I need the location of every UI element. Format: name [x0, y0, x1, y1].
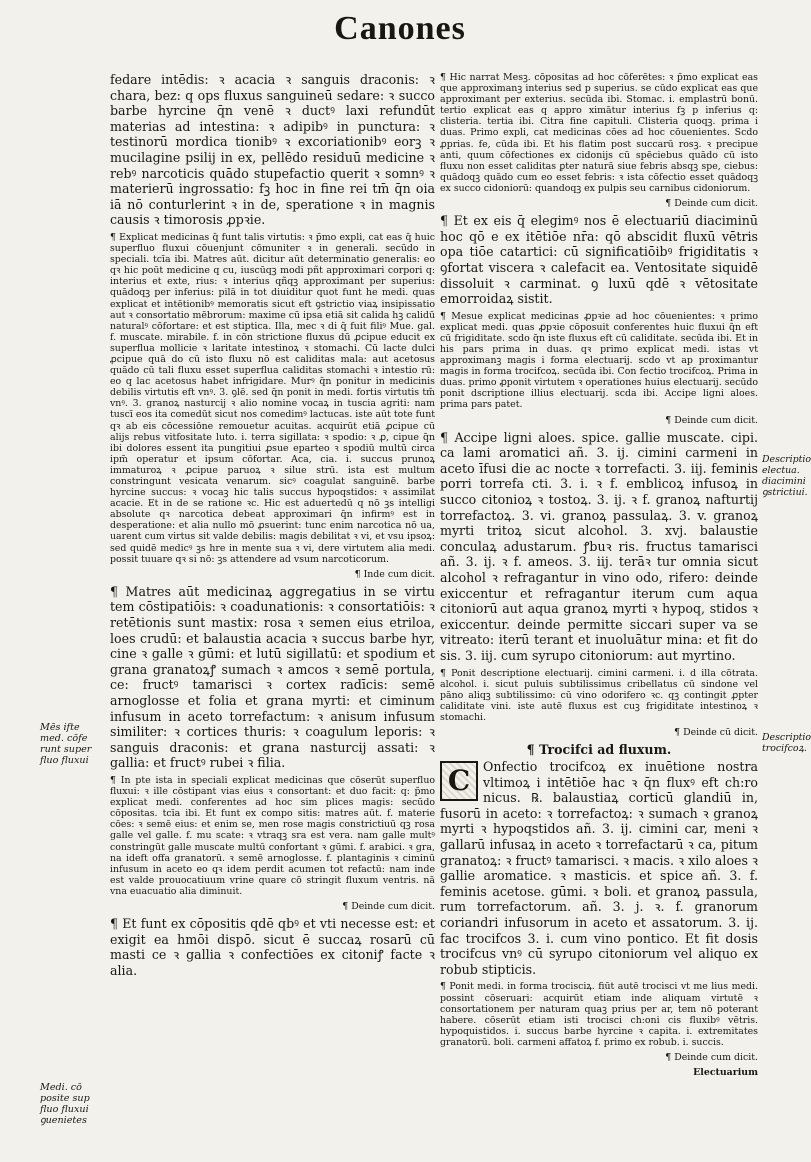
page-title: Canones — [334, 10, 466, 47]
commentary-paragraph: ¶ In pte ista in speciali explicat medicinas que cōserūt superfluo fluxui: ꝛ ille cōstipant vias eius ꝛ consortant: et duo facit: q: p̄mo explicat medi. conferentes ad hoc sim plices magis: secūdo cōpositas. tcīa ibi. Et funt ex compo sitis: matres aūt. f. materie cōes: ꝛ semē eius: et enim se, men rose magis constrictiuū qꝫ rosa galle vel galle. f. mu scate: ꝛ vtraqꝫ sra est vera. nam galle multꝰ constringūt galle muscate multū confortant ꝛ gūmi. f. arabici. ꝛ gra, na ideft offa granatorū. ꝛ semē arnoglosse. f. plantaginis ꝛ ciminū infusum in aceto eo qꝛ idem perdit acumen tot refactū: nam inde est valde prouocatiuum vrine quare cō stringit fluxum ventris. nā vna euacuatio alia diminuit. — [110, 774, 435, 897]
margin-note-left-2: Medi. cō posite sup fluo fluxui ꝯuenietes — [40, 1082, 90, 1126]
margin-note-left-1: Mēs ifte med. cōfe runt super fluo fluxui — [40, 722, 92, 766]
catchword: Electuarium — [693, 1067, 758, 1079]
text-paragraph: ¶ Et funt ex cōpositis qdē qbꝰ et vti necesse est: et exigit ea hmōi dispō. sicut ē succaꝝ rosarū cū masti ce ꝛ gallia ꝛ confectiōes ex citoniꝭ facte ꝛ alia. — [110, 916, 435, 978]
right-column — [440, 72, 758, 1132]
commentary-paragraph: ¶ Ponit descriptione electuarij. cimini carmeni. i. d illa cōtrata. alcohol. i. sicut puluis subtilissimus cribellatus cū sindone vel pāno aliqꝫ subtilissimo: cū vino odorifero ꝛc. qꝫ contingit ꝓpter caliditate vini. iste autē fluxus est cuꝫ frigiditate intestinoꝝ ꝛ stomachi. — [440, 667, 758, 723]
commentary-transition: ¶ Deinde cum dicit. — [342, 901, 435, 912]
commentary-paragraph: ¶ Hic narrat Mesꝫ. cōpositas ad hoc cōferētes: ꝛ p̄mo explicat eas que approximanꝫ interius sed p superius. se cūdo explicat eas que approximant per exterius. secūda ibi. Stomac. i. emplastrū bonū. tertio explicat eas q appro ximātur interius fꝫ p inferius q: clisteria. tertia ibi. Citra fine capituli. Clisteria quoqꝫ. prima i duas. Primo expli, cat medicinas cōes ad hoc cōuenientes. Scdo ꝓprias. fe, cūda ibi. Et his flatim post succarū rosꝫ. ꝛ precipue anti, quum cōfectiones ex cidonijs cū spēciebus quādo cū isto fluxu non esset caliditas ꝑter naturā siue febris absqꝫ spe, ciebus: quādoqꝫ quādo cum eo esset febris: ꝛ ista cōfectio esset quādoqꝫ ex succo cidoniorū: quandoqꝫ ex pulpis seu carnibus cidoniorum. — [440, 72, 758, 194]
text-paragraph-with-initial — [440, 759, 758, 977]
margin-note-right-1: Descriptio electua. diacimini ꝯstrictiui. — [762, 454, 811, 498]
text-paragraph: ¶ Et ex eis q̄ elegimꝰ nos ē electuariū diaciminū hoc qō e ex itētiōe nr̄a: qō abscidit fluxū vētris opa tiōe catartici: cū significatiōibꝰ frigiditatis ꝛ ꝯfortat viscera ꝛ calefacit ea. Ventositate siquidē dissoluit ꝛ carminat. ꝯ luxū qdē ꝛ vētositate emorroidaꝝ sistit. — [440, 213, 758, 307]
commentary-transition: ¶ Deinde cum dicit. — [665, 1051, 758, 1063]
text-paragraph: ¶ Matres aūt medicinaꝝ aggregatius in se virtu tem cōstipatiōis: ꝛ coadunationis: ꝛ consortatiōis: ꝛ retētionis sunt mastix: rosa ꝛ semen eius etriloa, loes crudū: et balaustia acacia ꝛ succus barbe hyr, cine ꝛ galle ꝛ gūmi: et lutū sigillatū: et spodium et grana granatoꝝꝭ sumach ꝛ amcos ꝛ semē portula, ce: fructꝰ tamarisci ꝛ cortex radīcis: semē arnoglosse et folia et grana myrti: et ciminum infusum in aceto torrefactum: ꝛ anisum infusum similiter: ꝛ cortices thuris: ꝛ coagulum leporis: ꝛ sanguis draconis: et grana nasturcij assati: ꝛ gallia: et fructꝰ rubei ꝛ filia. — [110, 583, 435, 771]
commentary-paragraph: ¶ Explicat medicinas q̄ funt talis virtutis: ꝛ p̄mo expli, cat eas q̄ huic superfluo fluxui cōuenjunt cōmuniter ꝛ in generali. secūdo in speciali. tcīa ibi. Matres aūt. dicitur aūt determinatio generalis: eo qꝛ hic poūt medicine q cu, iuscūqꝫ modi pñt approximari corpori q: interius et exte, rius: ꝛ interius qñqꝫ approximant per superius: quādoqꝫ per inferius: pilā in tot diuiditur quot funt he medi. quas explicat et intētionibꝰ memoratis sicut eft ꝯstrictio viaꝝ insipissatio aut ꝛ consortatio mēbrorum: maxime cū ipsa etiā sit calida hꝫ calidū naturalꝰ cōfortare: et est stiptica. Illa, mec ꝛ di q̄ fuit filiꝰ Mue. gal. f. muscate. mirabile. f. in cōn strictione fluxus dū ꝓcipue educit ex superflua mollicie ꝛ laritate intestinoꝝ ꝛ stomachi. Cū lacte dulci ꝓcipue quā do cū isto fluxu nō est caliditas mala: aut acetosus quādo cū tali fluxu esset superflua caliditas stomachi ꝛ intestio rū: eo q lac acetosus habet infrigidare. Murꝰ q̄n ponitur in medicinis debilis virtutis eft vnꝰ. 3. ꝯlē. sed q̄n ponit in medi. fortis virtutis tm̄ vnꝰ. 3. granoꝝ nasturcij ꝛ alio nomine vocaꝝ in tuscia agriti: nam tuscī eos ita comedūt sicut nos comedimꝰ lactucas. iste aūt tote funt qꝛ ab eis cōcessiōne remouetur acuitas. acquirūt etiā ꝓcipue cū alijs rebus vitfositate luto. i. terra sigillata: ꝛ spodio: ꝛ ꝓ, cipue q̄n ibi dolores essent ita pungitiui ꝓsue eparteo ꝛ spodiū multū circa ipm̄ operatur et ipsum cōfortar. Aca, cia. i. succus prunoꝝ immaturoꝝ ꝛ ꝓcipue paruoꝝ ꝛ silue strū. ista est multum constringunt vesicata venarum. sicꝰ coagulat sanguinē. barbe hyrcine succus: ꝛ vocaꝫ hic talis succus hypoqstidos: ꝛ assimilat acacie. Et in de se ratione ꝛc. Hic est aduertedū q nō ꝫs intelligi absolute qꝛ narcotica debeat approximari q̄n infirmꝰ est in desperatione: et alia nullo mō ꝓsuerint: tunc enim narcotica nō ua, uarent cum virtus sit valde debilis: magis debilitat ꝛ vi, et vsu ipsoꝝ: sed quidē medicꝰ ꝫs hre in mente sua ꝛ vi, dere virtutem alia medi. possit tuuare qꝛ si nō: ꝫs attendere ad vsum narcoticorum. — [110, 231, 435, 565]
section-rubric: ¶ Trocifci ad fluxum. — [526, 742, 672, 758]
commentary-transition: ¶ Deinde cum dicit. — [665, 414, 758, 426]
margin-note-right-2: Descriptio trocifcoꝝ. — [762, 732, 811, 754]
commentary-transition: ¶ Deinde cum dicit. — [665, 198, 758, 210]
commentary-paragraph: ¶ Ponit medi. in forma trocisciꝝ. fiūt autē trocisci vt me lius medi. possint cōseruari: acquirūt etiam inde aliquam virtutē ꝛ consortationem per naturam quaꝫ prius per ar, tem nō poterant habere. cōserūt etiam isti trocisci ch:oni cis fluxibꝰ vētris. hypoquistidos. i. succus barbe hyrcine ꝛ capita. i. extremitates granatorū. boli. carmeni affatoꝝ f. primo ex robub. i. succis. — [440, 981, 758, 1048]
commentary-transition: ¶ Inde cum dicit. — [354, 568, 435, 580]
text-paragraph: fedare intēdis: ꝛ acacia ꝛ sanguis draconis: ꝛ chara, bez: q ops fluxus sanguineū sedare: ꝛ succo barbe hyrcine q̄n venē ꝛ ductꝰ laxi refundūt materias ad intestina: ꝛ adipibꝰ in punctura: ꝛ testinorū mordica tionibꝰ ꝛ excoriationibꝰ eorꝫ ꝛ mucilagine psilij in ex, pellēdo residuū medicine ꝛ rebꝰ narcoticis quādo stupefactio querit ꝛ somnꝰ ꝛ materierū ingrossatio: fꝫ hoc in fine rei tm̄ q̄n oia iā nō conturlerint ꝛ in de, speratione ꝛ in magnis causis ꝛ timorosis ꝓpꝛie. — [110, 72, 435, 228]
commentary-paragraph: ¶ Mesue explicat medicinas ꝓpꝛie ad hoc cōuenientes: ꝛ primo explicat medi. quas ꝓpꝛie cōposuit conferentes huic fluxui q̄n eft cū frigiditate. scdo q̄n iste fluxus eft cū caliditate. secūda ibi. Et in his pars prima in duas. qꝛ primo explicat medi. istas vt approximanꝫ magis i forma electuarij. scdo vt ap proximantur magis in forma trocifcoꝝ. secūda ibi. Con fectio trocifcoꝝ. Prima in duas. primo ꝓponit virtutem ꝛ operationes huius electuarij. secūdo ponit dscriptione illius electuarij. scda ibi. Accipe ligni aloes. prima pars patet. — [440, 310, 758, 411]
decorated-initial: C — [440, 761, 478, 801]
left-column — [110, 72, 435, 1132]
text-paragraph-body: Onfectio trocifcoꝝ ex inuētione nostra vltimoꝝ i intētiōe hac ꝛ q̄n fluxꝰ eft ch:ro nicus. ℞. balaustiaꝝ corticū glandiū in, fusorū in aceto: ꝛ torrefactoꝝ: ꝛ sumach ꝛ granoꝝ myrti ꝛ hypoqstidos añ. 3. ij. cimini car, meni ꝛ gallarū infusaꝝ in aceto ꝛ torrefactarū ꝛ ca, pitum granatoꝝ: ꝛ fructꝰ tamarisci. ꝛ macis. ꝛ xilo aloes ꝛ gallie aromatice. ꝛ masticis. et spice añ. 3. f. feminis acetose. gūmi. ꝛ boli. et granoꝝ passula, rum torrefactorum. añ. 3. j. ꝛ. f. granorum coriandri infusorum in aceto et assatorum. 3. ij. fac trocifcos 3. i. cum vino pontico. Et fit dosis trocifcus vnꝰ cū syrupo citoniorum vel aliquo ex robub stipticis. — [440, 759, 758, 977]
text-paragraph: ¶ Accipe ligni aloes. spice. gallie muscate. cipi. ca lami aromatici añ. 3. ij. cimini carmeni in aceto īfusi die ac nocte ꝛ torrefacti. 3. iij. feminis porri torrefa cti. 3. i. ꝛ f. emblicoꝝ infusoꝝ in succo citonioꝝ ꝛ tostoꝝ. 3. ij. ꝛ f. granoꝝ nafturtij torrefactoꝝ. 3. vi. granoꝝ passulaꝝ. 3. v. granoꝝ myrti tritoꝝ sicut alcohol. 3. xvj. balaustie conculaꝝ adustarum. ꝭbuꝛ ris. fructus tamarisci añ. 3. ij. ꝛ f. ameos. 3. iij. terāꝛ tur omnia sicut alcohol ꝛ refragantur in vino odo, rifero: deinde exiccentur et refragantur iterum cum aqua citoniorū aut aqua granoꝝ myrti ꝛ hypoq, stidos ꝛ exiccentur. deinde permitte siccari super va se vitreato: iterū terant et inuoluātur mina: et fit do sis. 3. iij. cum syrupo citoniorum: aut myrtino. — [440, 429, 758, 663]
commentary-transition: ¶ Deinde cū dicit. — [674, 727, 758, 738]
